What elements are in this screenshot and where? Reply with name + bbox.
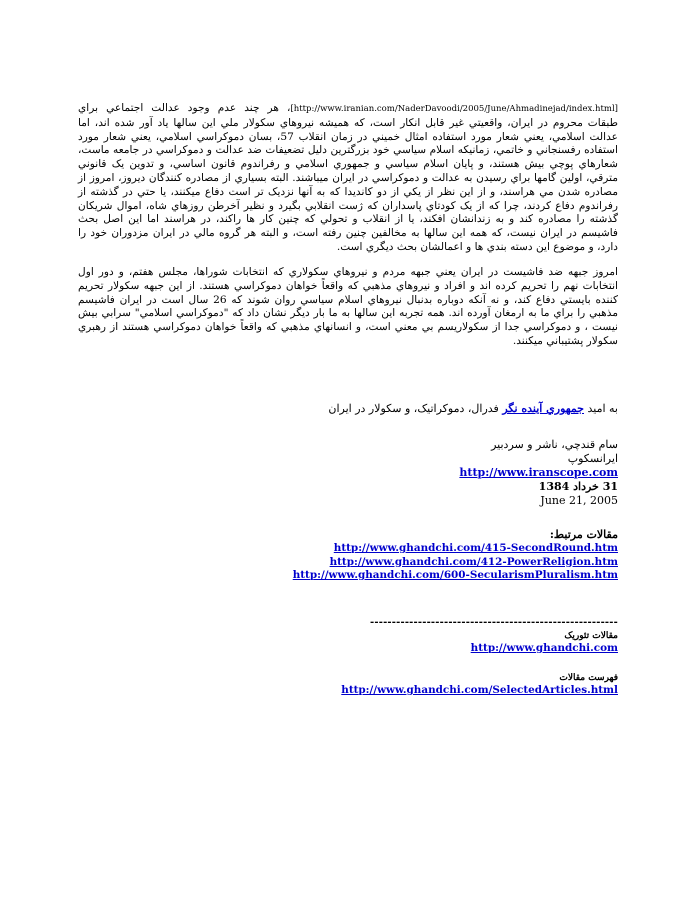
theory-heading: مقالات تئوريک: [564, 631, 618, 641]
date-persian: 31 خرداد 1384: [538, 480, 618, 493]
related-articles: [78, 528, 618, 583]
paragraph-1: [78, 102, 618, 255]
paragraph-3: [78, 402, 618, 416]
future-republic-link[interactable]: جمهوري آينده نگر: [502, 402, 584, 415]
related-heading: مقالات مرتبط:: [549, 528, 618, 541]
paragraph-2-text: امروز جبهه ضد فاشيست در ايران يعني جبهه مردم و نيروهاي سكولاري كه انتخابات شوراها، مجلس هفتم، و دور اول انتخابات نهم را تحريم كرده اند و افراد و نيروهاي مذهبي كه واقعاً خواهان دموكراسي هستند. از اين جبهه سكولار تحريم كننده بايستي دفاع كند، و نه آنكه دوباره بدنبال نيروهاي اسلام سياسي روان شوند كه 26 سال است در ايران فاشيسم مذهبي را براي ما به ارمغان آورده اند. همه تجربه اين سالها به ما بار ديگر نشان داد كه "دموكراسي اسلامي" سرابي بيش نيست ، و دموكراسي جدا از سكولاريسم بي معني است، و انسانهاي مذهبي كه واقعاً خواهان دموكراسي هستند از رهبري سكولار پشتيباني ميكنند.: [78, 266, 618, 347]
date-english: June 21, 2005: [540, 494, 618, 507]
paragraph-2: [78, 266, 618, 349]
separator-line: ---------------------------------------------------------: [370, 617, 618, 628]
theory-link[interactable]: http://www.ghandchi.com: [470, 642, 618, 654]
hope-suffix: فدرال، دموكراتيک، و سكولار در ايران: [328, 402, 503, 415]
list-heading: فهرست مقالات: [559, 673, 618, 683]
hope-prefix: به اميد: [584, 402, 618, 415]
selected-articles-link[interactable]: http://www.ghandchi.com/SelectedArticles.html: [341, 684, 618, 696]
author-line: سام قندچي، ناشر و سردبير: [491, 438, 618, 451]
paragraph-1-text: ، هر چند عدم وجود عدالت اجتماعي براي طبقات محروم در ايران، واقعيتي غير قابل انكار است، كه هميشه نيروهاي سكولار ملي اين سالها ياد آور شده اند، اما عدالت اسلامي، يعني شعار مورد استفاده امثال خميني در زمان انقلاب 57، بسان دموكراسي اسلامي، يعني شعار مورد استفاده رفسنجاني و خاتمي، زمانيكه اسلام سياسي خود بزرگترين دليل تضعيفات ضد عدالت و دموكراسي در جامعه ماست، شعارهاي پوچي بيش هستند، و پايان اسلام سياسي و جمهوري اسلامي و رفراندوم قانون اساسي، و تدوين يک قانوني مترقي، اولين گامها براي رسيدن به عدالت و دموكراسي در ايران ميباشند. البته بسياري از مصادره كنندگان ديروز، امروز از مصادره شدن مي هراسند، و از اين نظر از يكي از دو كانديدا كه به آنها نزديک تر است دفاع ميكنند، يا حتي در گذشته از رفراندوم دفاع كردند، چرا كه از يک كودتاي پاسداران كه ژست انقلابي بگيرد و نظير آخرطن روزهاي شاه، اموال شريكان گذشته را مصادره كند و به زندانشان افكند، يا از انقلاب و تحولي كه چنين كار ها راكند، در هراسند اما اين اصل بحث فاشيسم در ايران نيست، كه همه اين سالها به مخالفين چنين رفته است، و البته هر گروه مالي در ايران مزدوران خود را دارد، و موضوع اين دسته بندي ها و اعمالشان بحث ديگري است.: [78, 102, 618, 253]
articles-list-block: [78, 672, 618, 697]
source-url[interactable]: [http://www.iranian.com/NaderDavoodi/2005/June/Ahmadinejad/index.html]: [290, 104, 618, 114]
iranscope-link[interactable]: http://www.iranscope.com: [459, 466, 618, 479]
signature-block: [78, 438, 618, 508]
related-link-3[interactable]: http://www.ghandchi.com/600-SecularismPluralism.htm: [292, 569, 618, 581]
related-link-2[interactable]: http://www.ghandchi.com/412-PowerReligion.htm: [329, 555, 618, 568]
related-link-1[interactable]: http://www.ghandchi.com/415-SecondRound.htm: [333, 542, 618, 554]
publication-name: ايرانسكوپ: [567, 452, 618, 465]
theory-articles-block: [78, 630, 618, 655]
